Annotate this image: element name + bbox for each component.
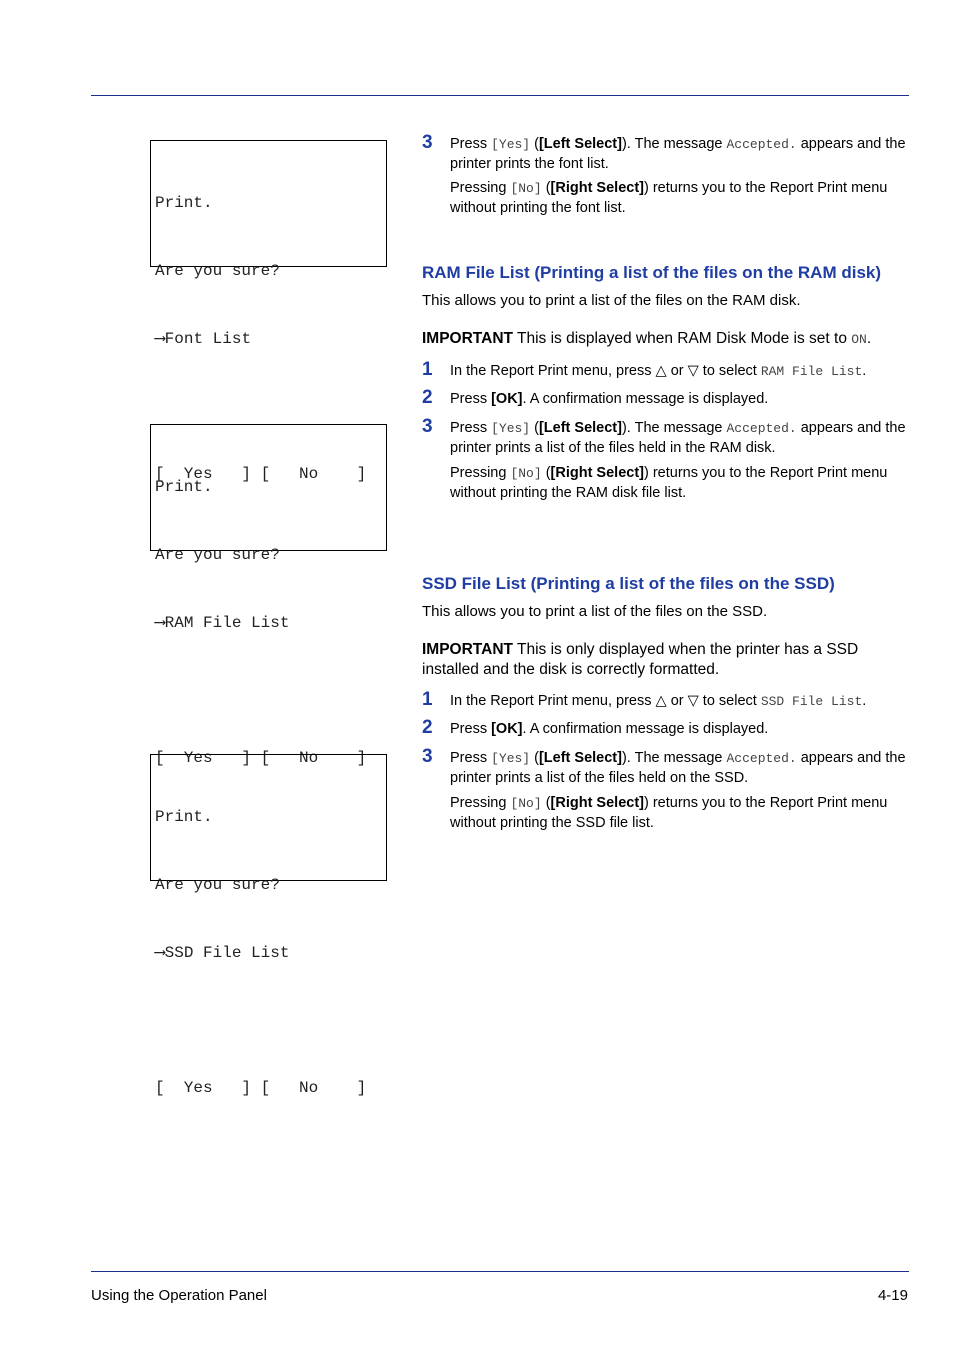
header-rule	[91, 95, 909, 96]
step-text: In the Report Print menu, press △ or ▽ to select SSD File List.	[450, 693, 867, 709]
step-number: 2	[422, 387, 433, 408]
step-note: Pressing [No] ([Right Select]) returns you to the Report Print menu without printing the font list.	[450, 180, 888, 216]
step-text: Press [OK]. A confirmation message is displayed.	[450, 721, 769, 737]
lcd-line: Print.	[155, 808, 213, 827]
lcd-line: Are you sure?	[155, 875, 280, 894]
step-number: 1	[422, 359, 433, 380]
section-intro: This allows you to print a list of the files on the RAM disk.	[422, 292, 801, 309]
lcd-panel-font-list	[150, 140, 387, 484]
lcd-line: ⟶Font List	[155, 329, 252, 348]
lcd-line: [ Yes ] [ No ]	[155, 465, 367, 484]
step-number: 3	[422, 746, 433, 767]
lcd-line: [ Yes ] [ No ]	[155, 749, 367, 768]
lcd-line: Are you sure?	[155, 545, 280, 564]
lcd-line: [ Yes ] [ No ]	[155, 1079, 367, 1098]
step-note: Pressing [No] ([Right Select]) returns you to the Report Print menu without printing the SSD file list.	[450, 795, 888, 831]
section-heading-ram: RAM File List (Printing a list of the files on the RAM disk)	[422, 263, 882, 282]
step-text: Press [Yes] ([Left Select]). The message Accepted. appears and the printer prints the font list.	[450, 136, 906, 172]
lcd-line: Print.	[155, 478, 213, 497]
step-number: 3	[422, 132, 433, 153]
lcd-panel-ssd-file-list	[150, 754, 387, 1098]
important-note: IMPORTANT This is displayed when RAM Disk Mode is set to ON.	[422, 330, 872, 347]
section-heading-ssd: SSD File List (Printing a list of the files on the SSD)	[422, 574, 835, 593]
lcd-panel-ram-file-list	[150, 424, 387, 768]
step-text: In the Report Print menu, press △ or ▽ to select RAM File List.	[450, 363, 867, 379]
step-text: Press [Yes] ([Left Select]). The message Accepted. appears and the printer prints a list of the files held in the RAM disk.	[450, 420, 906, 456]
lcd-line: Are you sure?	[155, 261, 280, 280]
important-note: IMPORTANT This is only displayed when the printer has a SSD installed and the disk is correctly formatted.	[422, 641, 859, 678]
lcd-line: ⟶SSD File List	[155, 943, 290, 962]
footer-rule	[91, 1271, 909, 1272]
lcd-line: ⟶RAM File List	[155, 613, 290, 632]
step-number: 2	[422, 717, 433, 738]
step-number: 3	[422, 416, 433, 437]
step-number: 1	[422, 689, 433, 710]
footer-title: Using the Operation Panel	[91, 1287, 267, 1304]
step-text: Press [OK]. A confirmation message is displayed.	[450, 391, 769, 407]
step-text: Press [Yes] ([Left Select]). The message Accepted. appears and the printer prints a list of the files held on the SSD.	[450, 750, 906, 786]
page-number: 4-19	[877, 1287, 908, 1304]
step-note: Pressing [No] ([Right Select]) returns you to the Report Print menu without printing the RAM disk file list.	[450, 465, 888, 501]
lcd-line: Print.	[155, 194, 213, 213]
section-intro: This allows you to print a list of the files on the SSD.	[422, 603, 768, 620]
